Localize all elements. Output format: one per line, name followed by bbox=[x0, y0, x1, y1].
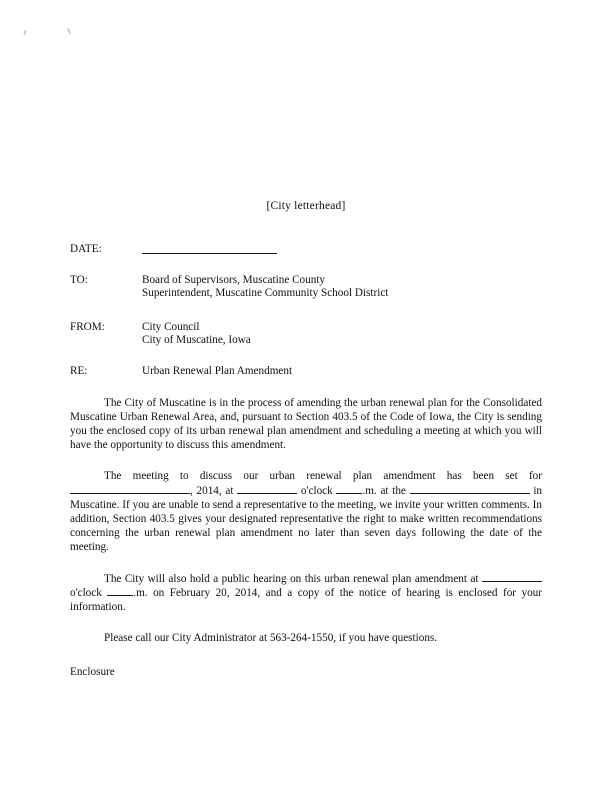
paragraph-3: The City will also hold a public hearing on this urban renewal plan amendment at o'clock .m. on February 20, 2014, and a copy of the notice of hearing is enclosed for your information. bbox=[70, 572, 542, 613]
to-line-2: Superintendent, Muscatine Community School District bbox=[142, 287, 389, 300]
from-line-2: City of Muscatine, Iowa bbox=[142, 334, 251, 347]
to-row bbox=[70, 274, 542, 301]
date-value bbox=[142, 243, 542, 257]
date-label: DATE: bbox=[70, 243, 102, 255]
date-row bbox=[70, 243, 542, 257]
from-label: FROM: bbox=[70, 320, 105, 333]
fill-in-blank bbox=[482, 572, 542, 582]
fill-in-blank bbox=[237, 484, 297, 494]
re-label: RE: bbox=[70, 364, 88, 377]
paragraph-4: Please call our City Administrator at 563-264-1550, if you have questions. bbox=[104, 632, 438, 645]
to-label: TO: bbox=[70, 273, 88, 286]
re-row bbox=[70, 365, 542, 379]
scan-artifact-icon bbox=[67, 28, 71, 34]
fill-in-blank bbox=[336, 484, 362, 494]
date-blank-line bbox=[142, 244, 277, 254]
from-row bbox=[70, 321, 542, 348]
scan-artifact-icon bbox=[23, 30, 26, 35]
fill-in-blank bbox=[410, 484, 530, 494]
enclosure-line: Enclosure bbox=[70, 666, 115, 679]
fill-in-blank bbox=[70, 484, 190, 494]
letterhead-placeholder: [City letterhead] bbox=[266, 200, 346, 212]
from-sender bbox=[142, 321, 542, 348]
paragraph-2: The meeting to discuss our urban renewal plan amendment has been set for , 2014, at o'clock .m. at the in Muscatine. If you are unable to send a representative to the meeting, we invite your written comments. In addition, Section 403.5 gives your designated representative the right to make written recommendations concerning the urban renewal plan amendment no later than seven days following the date of the meeting. bbox=[70, 470, 543, 554]
from-line-1: City Council bbox=[142, 320, 200, 333]
fill-in-blank bbox=[107, 586, 133, 596]
re-value: Urban Renewal Plan Amendment bbox=[142, 364, 293, 377]
to-recipients bbox=[142, 274, 542, 301]
letter-body bbox=[70, 243, 542, 680]
paragraph-1: The City of Muscatine is in the process of amending the urban renewal plan for the Consolidated Muscatine Urban Renewal Area, and, pursuant to Section 403.5 of the Code of Iowa, the City is sending you the enclosed copy of its urban renewal plan amendment and scheduling a meeting at which you will have the opportunity to discuss this amendment. bbox=[70, 396, 542, 452]
to-line-1: Board of Supervisors, Muscatine County bbox=[142, 273, 326, 286]
